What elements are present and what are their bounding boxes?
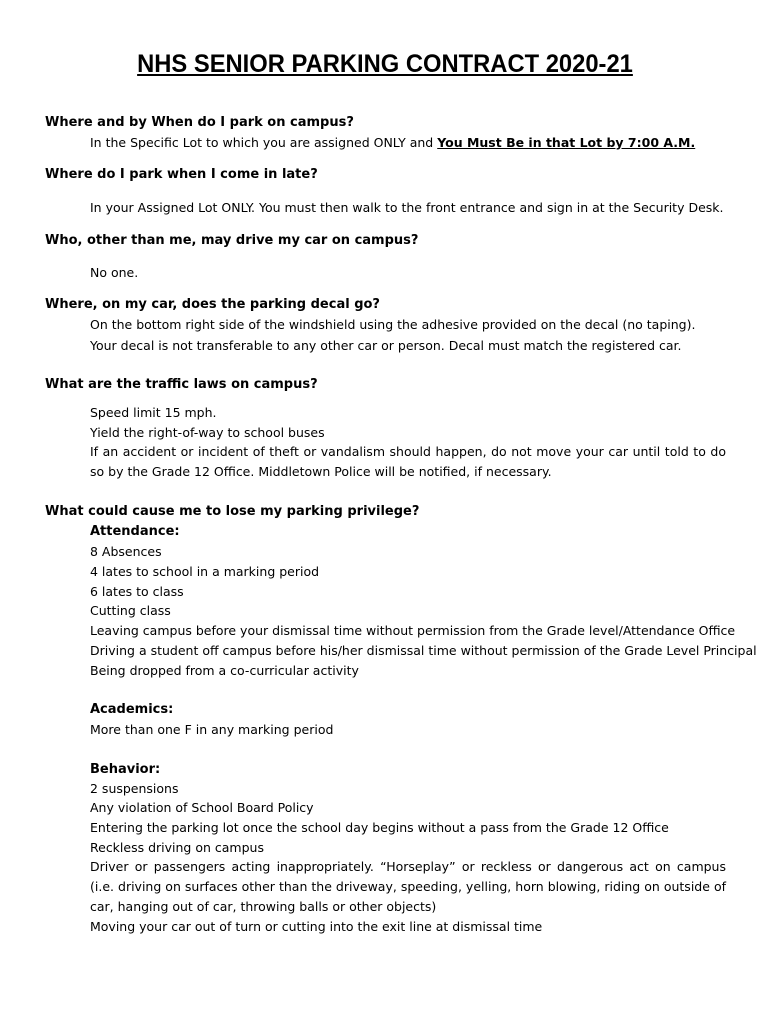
list-item: Moving your car out of turn or cutting into the exit line at dismissal time [90, 919, 543, 934]
question-late: Where do I park when I come in late? [45, 167, 318, 182]
question-lose-privilege: What could cause me to lose my parking privilege? [45, 504, 420, 519]
answer-late: In your Assigned Lot ONLY. You must then walk to the front entrance and sign in at the Security Desk. [90, 200, 724, 215]
question-decal: Where, on my car, does the parking decal go? [45, 297, 380, 312]
traffic-law-paragraph: If an accident or incident of theft or vandalism should happen, do not move your car until told to do so by the Grade 12 Office. Middletown Police will be notified, if necessary. [90, 444, 726, 479]
question-park-when: Where and by When do I park on campus? [45, 115, 354, 130]
answer-other-driver: No one. [90, 265, 139, 280]
list-item: 6 lates to class [90, 584, 184, 599]
traffic-law-item: Yield the right-of-way to school buses [90, 425, 325, 440]
list-item: 8 Absences [90, 544, 162, 559]
list-item: Driving a student off campus before his/her dismissal time without permission of the Grade Level Principal [90, 643, 757, 658]
list-item: Entering the parking lot once the school day begins without a pass from the Grade 12 Office [90, 820, 669, 835]
document-title: NHS SENIOR PARKING CONTRACT 2020-21 [137, 50, 633, 78]
list-item: Reckless driving on campus [90, 840, 264, 855]
answer-text: In the Specific Lot to which you are assigned ONLY and [90, 135, 438, 150]
answer-decal-line: On the bottom right side of the windshield using the adhesive provided on the decal (no taping). [90, 317, 696, 332]
list-item: More than one F in any marking period [90, 722, 334, 737]
list-item: Any violation of School Board Policy [90, 800, 314, 815]
academics-heading: Academics: [90, 702, 174, 717]
answer-park-when [90, 135, 695, 150]
list-item: Being dropped from a co-curricular activity [90, 663, 359, 678]
behavior-paragraph: Driver or passengers acting inappropriately. “Horseplay” or reckless or dangerous act on campus (i.e. driving on surfaces other than the driveway, speeding, yelling, horn blowing, riding on outside of car, hanging out of car, throwing balls or other objects) [90, 859, 726, 914]
answer-deadline: You Must Be in that Lot by 7:00 A.M. [437, 135, 696, 150]
question-other-driver: Who, other than me, may drive my car on campus? [45, 233, 419, 248]
list-item: Leaving campus before your dismissal time without permission from the Grade level/Attendance Office [90, 623, 736, 638]
list-item: 4 lates to school in a marking period [90, 564, 320, 579]
list-item: 2 suspensions [90, 781, 179, 796]
behavior-heading: Behavior: [90, 762, 161, 777]
traffic-law-item: Speed limit 15 mph. [90, 405, 217, 420]
answer-decal-line: Your decal is not transferable to any other car or person. Decal must match the registered car. [90, 338, 682, 353]
question-traffic-laws: What are the traffic laws on campus? [45, 377, 318, 392]
list-item: Cutting class [90, 603, 171, 618]
attendance-heading: Attendance: [90, 524, 180, 539]
